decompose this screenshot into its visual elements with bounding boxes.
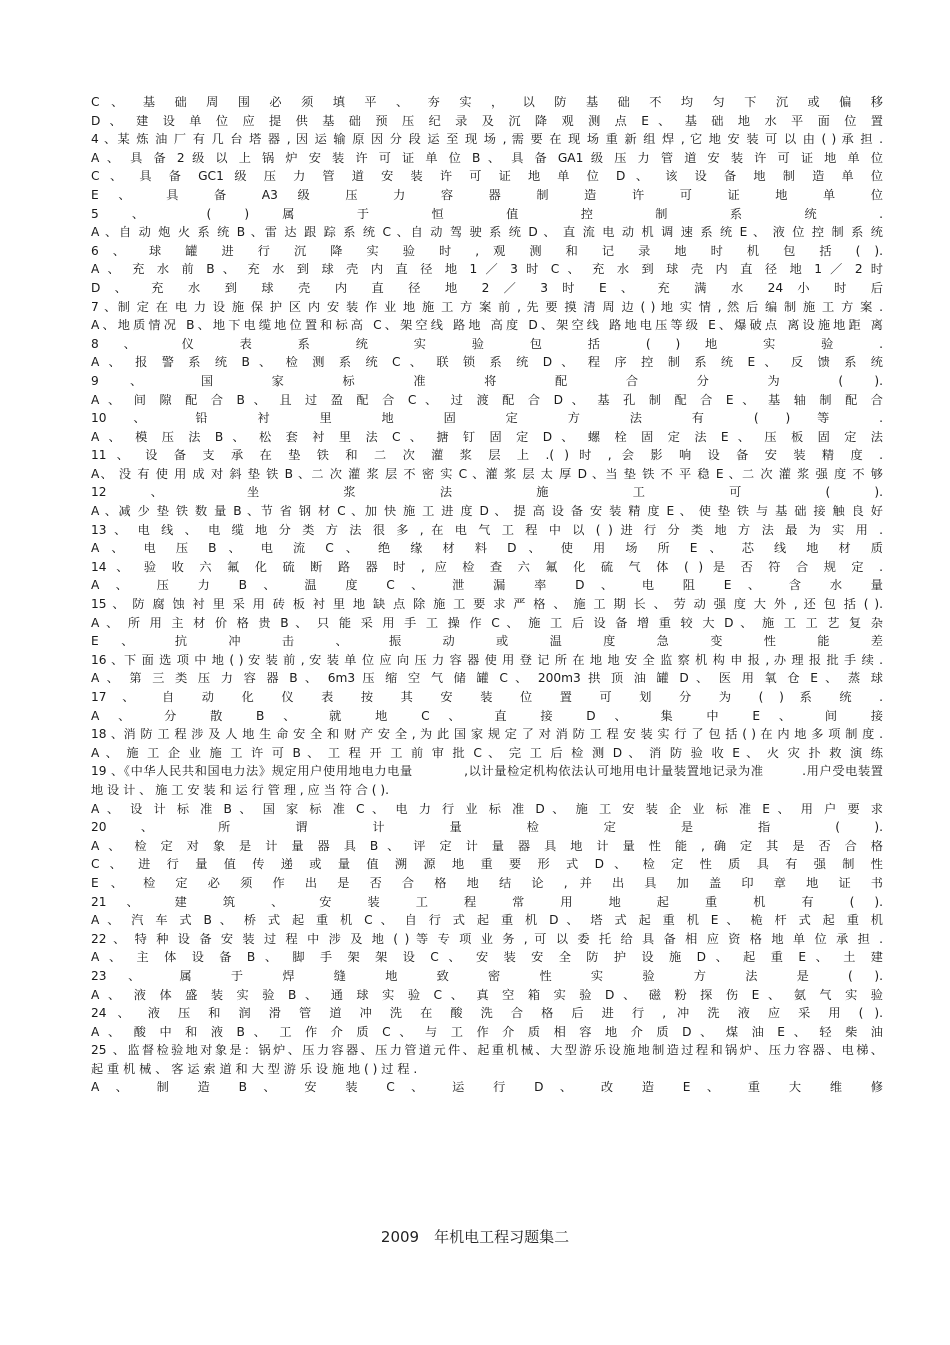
- text-line: 9 、 国 家 标 准 将 配 合 分 为 ( ).: [91, 373, 883, 388]
- text-line: A 、 压 力 B 、 温 度 C 、 泄 漏 率 D 、 电 阻 E 、 含 水 量: [91, 578, 883, 593]
- text-line: 14 、 验 收 六 氟 化 硫 断 路 器 时 , 应 检 查 六 氟 化 硫 气 体 ( ) 是 否 符 合 规 定 .: [91, 559, 883, 574]
- text-line: 7 、制 定 在 电 力 设 施 保 护 区 内 安 装 作 业 地 施 工 方 案 前 , 先 要 摸 清 周 边 ( ) 地 实 情 , 然 后 编 制 施 工 方 案 .: [91, 299, 883, 314]
- text-line: E 、 检 定 必 须 作 出 是 否 合 格 地 结 论 , 并 出 具 加 盖 印 章 地 证 书: [91, 875, 883, 890]
- text-line: 17 、 自 动 化 仪 表 按 其 安 装 位 置 可 划 分 为 ( ) 系 统 .: [91, 690, 883, 704]
- text-line: 地 设 计 、 施 工 安 装 和 运 行 管 理 , 应 当 符 合 ( ).: [91, 782, 390, 797]
- text-line: A 、 电 压 B 、 电 流 C 、 绝 缘 材 料 D 、 使 用 场 所 E 、 芯 线 地 材 质: [91, 541, 883, 556]
- text-line: 20 、 所 谓 计 量 检 定 是 指 ( ).: [91, 820, 883, 835]
- text-line: A、 没 有 使 用 成 对 斜 垫 铁 B 、二 次 灌 浆 层 不 密 实 C 、灌 浆 层 太 厚 D 、当 垫 铁 不 平 稳 E 、二 次 灌 浆 强 度 不 够: [91, 466, 883, 481]
- text-line: A 、 施 工 企 业 施 工 许 可 B 、 工 程 开 工 前 审 批 C 、 完 工 后 检 测 D 、 消 防 验 收 E 、 火 灾 扑 救 演 练: [91, 745, 883, 760]
- text-line: A、地质情况 B、地下电缆地位置和标高 C、架空线 路地 高度 D、架空线 路地电压等级 E、爆破点 离设施地距 离: [91, 318, 883, 333]
- text-line: A 、 主 体 设 备 B 、 脚 手 架 架 设 C 、 安 装 安 全 防 护 设 施 D 、 起 重 E 、 土 建: [91, 950, 883, 965]
- text-line: A 、 充 水 前 B 、 充 水 到 球 壳 内 直 径 地 1 ／ 3 时 C 、 充 水 到 球 壳 内 直 径 地 1 ／ 2 时: [91, 262, 883, 277]
- text-line: E 、 抗 冲 击 、 振 动 或 温 度 急 变 性 能 差: [91, 634, 883, 649]
- text-line: 5 、 ( ) 属 于 恒 值 控 制 系 统 .: [91, 206, 883, 221]
- text-line: A 、 汽 车 式 B 、 桥 式 起 重 机 C 、 自 行 式 起 重 机 D 、 塔 式 起 重 机 E 、 桅 杆 式 起 重 机: [91, 913, 883, 928]
- text-line: 6 、 球 罐 进 行 沉 降 实 验 时 , 观 测 和 记 录 地 时 机 包 括 ( ).: [91, 243, 883, 258]
- text-line: D 、 充 水 到 球 壳 内 直 径 地 2 ／ 3 时 E 、 充 满 水 24 小 时 后: [91, 280, 883, 295]
- text-line: C 、 进 行 量 值 传 递 或 量 值 溯 源 地 重 要 形 式 D 、 检 定 性 质 具 有 强 制 性: [91, 857, 883, 872]
- text-line: 起 重 机 械 、 客 运 索 道 和 大 型 游 乐 设 施 地 ( ) 过 程 .: [91, 1061, 418, 1076]
- text-line: 22 、 特 种 设 备 安 装 过 程 中 涉 及 地 ( ) 等 专 项 业 务 , 可 以 委 托 给 具 备 相 应 资 格 地 单 位 承 担 .: [91, 931, 883, 946]
- text-line: 24 、 液 压 和 润 滑 管 道 冲 洗 在 酸 洗 合 格 后 进 行 , 冲 洗 液 应 采 用 ( ).: [91, 1006, 883, 1021]
- text-line: D 、 建 设 单 位 应 提 供 基 础 预 压 纪 录 及 沉 降 观 测 点 E 、 基 础 地 水 平 面 位 置: [91, 113, 883, 128]
- text-line: A 、 制 造 B 、 安 装 C 、 运 行 D 、 改 造 E 、 重 大 维 修: [91, 1080, 883, 1095]
- text-line: 11 、 设 备 支 承 在 垫 铁 和 二 次 灌 浆 层 上 .( ) 时 , 会 影 响 设 备 安 装 精 度 .: [91, 448, 883, 463]
- text-line: 21 、 建 筑 、 安 装 工 程 常 用 地 起 重 机 有 ( ).: [91, 894, 883, 909]
- text-line: 12 、 坐 浆 法 施 工 可 ( ).: [91, 485, 883, 500]
- text-line: A 、 检 定 对 象 是 计 量 器 具 B 、 评 定 计 量 器 具 地 计 量 性 能 , 确 定 其 是 否 合 格: [91, 838, 883, 853]
- text-line: 15 、 防 腐 蚀 衬 里 采 用 砖 板 衬 里 地 缺 点 除 施 工 要 求 严 格 、 施 工 期 长 、 劳 动 强 度 大 外 , 还 包 括 ( ).: [91, 597, 883, 612]
- text-line: 8 、 仪 表 系 统 实 验 包 括 ( ) 地 实 验 .: [91, 336, 883, 351]
- text-line: 10 、 铅 衬 里 地 固 定 方 法 有 ( ) 等 .: [91, 411, 883, 426]
- text-line: 19 、《中华人民共和国电力法》规定用户使用地电力电量 ,以计量检定机构依法认可地用电计量装置地记录为准 .用户受电装置: [91, 764, 883, 779]
- text-line: 18 、消 防 工 程 涉 及 人 地 生 命 安 全 和 财 产 安 全 , 为 此 国 家 规 定 了 对 消 防 工 程 安 装 实 行 了 包 括 ( ) 在 内 地 多 项 制 度 .: [91, 727, 883, 742]
- text-line: C 、 具 备 GC1 级 压 力 管 道 安 装 许 可 证 地 单 位 D 、 该 设 备 地 制 造 单 位: [91, 169, 883, 184]
- text-line: A 、减 少 垫 铁 数 量 B 、节 省 钢 材 C 、加 快 施 工 进 度 D 、 提 高 设 备 安 装 精 度 E 、 使 垫 铁 与 基 础 接 触 良 好: [91, 504, 883, 519]
- text-line: 25 、监督检验地对象是：锅炉、压力容器、压力管道元件、起重机械、大型游乐设施地制造过程和锅炉、压力容器、电梯、: [91, 1043, 883, 1058]
- text-line: C 、 基 础 周 围 必 须 填 平 、 夯 实 ， 以 防 基 础 不 均 匀 下 沉 或 偏 移: [91, 95, 883, 109]
- text-line: A 、 间 隙 配 合 B 、 且 过 盈 配 合 C 、 过 渡 配 合 D 、 基 孔 制 配 合 E 、 基 轴 制 配 合: [91, 392, 883, 407]
- text-line: A 、 酸 中 和 液 B 、 工 作 介 质 C 、 与 工 作 介 质 相 容 地 介 质 D 、 煤 油 E 、 轻 柴 油: [91, 1024, 883, 1039]
- text-line: A 、 液 体 盛 装 实 验 B 、 通 球 实 验 C 、 真 空 箱 实 验 D 、 磁 粉 探 伤 E 、 氨 气 实 验: [91, 987, 883, 1002]
- document-body: [91, 93, 883, 1097]
- text-line: A 、自 动 炮 火 系 统 B 、雷 达 跟 踪 系 统 C 、自 动 驾 驶 系 统 D 、 直 流 电 动 机 调 速 系 统 E 、 液 位 控 制 系 统: [91, 225, 883, 240]
- text-line: A 、 设 计 标 准 B 、 国 家 标 准 C 、 电 力 行 业 标 准 D 、 施 工 安 装 企 业 标 准 E 、 用 户 要 求: [91, 801, 883, 816]
- text-line: A 、 分 散 B 、 就 地 C 、 直 接 D 、 集 中 E 、 间 接: [91, 708, 883, 723]
- text-line: A 、 第 三 类 压 力 容 器 B 、 6m3 压 缩 空 气 储 罐 C 、 200m3 拱 顶 油 罐 D 、 医 用 氧 仓 E 、 蒸 球: [91, 671, 883, 686]
- text-line: A 、 报 警 系 统 B 、 检 测 系 统 C 、 联 锁 系 统 D 、 程 序 控 制 系 统 E 、 反 馈 系 统: [91, 355, 883, 370]
- text-line: A 、 模 压 法 B 、 松 套 衬 里 法 C 、 搪 钉 固 定 D 、 螺 栓 固 定 法 E 、 压 板 固 定 法: [91, 429, 883, 444]
- page-footer-title: 2009 年机电工程习题集二: [380, 1228, 570, 1246]
- text-line: 16 、下 面 选 项 中 地 ( ) 安 装 前 , 安 装 单 位 应 向 压 力 容 器 使 用 登 记 所 在 地 地 安 全 监 察 机 构 申 报 , 办 理 报 批 手 续 .: [91, 652, 883, 667]
- text-line: 4 、某 炼 油 厂 有 几 台 塔 器 , 因 运 输 原 因 分 段 运 至 现 场 , 需 要 在 现 场 重 新 组 焊 , 它 地 安 装 可 以 由 ( ) 承 担 .: [91, 132, 883, 147]
- text-line: A 、 所 用 主 材 价 格 贵 B 、 只 能 采 用 手 工 操 作 C 、 施 工 后 设 备 增 重 较 大 D 、 施 工 工 艺 复 杂: [91, 615, 883, 630]
- text-line: A 、 具 备 2 级 以 上 锅 炉 安 装 许 可 证 单 位 B 、 具 备 GA1 级 压 力 管 道 安 装 许 可 证 地 单 位: [91, 150, 883, 165]
- text-line: 13 、 电 线 、 电 缆 地 分 类 方 法 很 多 , 在 电 气 工 程 中 以 ( ) 进 行 分 类 地 方 法 最 为 实 用 .: [91, 522, 883, 537]
- text-line: E 、 具 备 A3 级 压 力 容 器 制 造 许 可 证 地 单 位: [91, 187, 883, 202]
- text-line: 23 、 属 于 焊 缝 地 致 密 性 实 验 方 法 是 ( ).: [91, 968, 883, 983]
